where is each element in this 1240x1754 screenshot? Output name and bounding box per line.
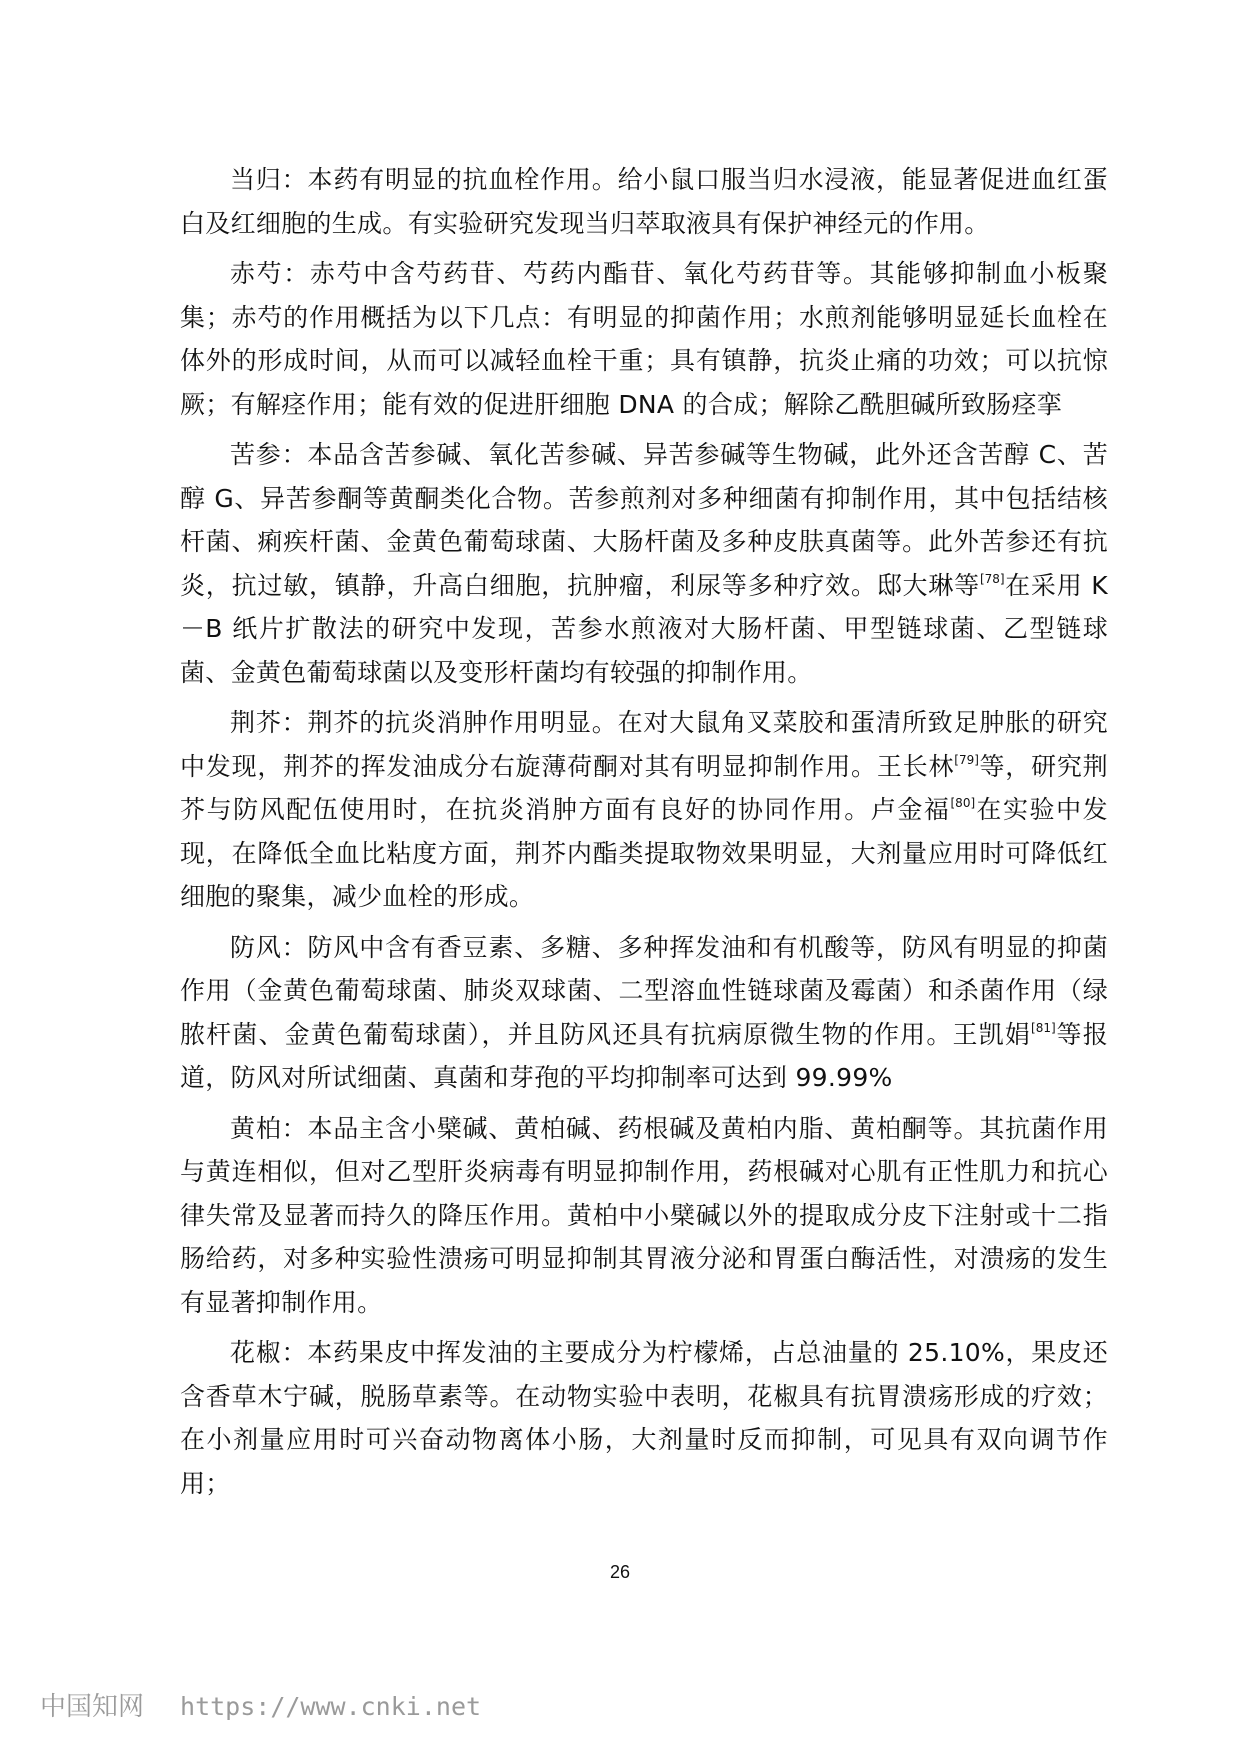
paragraph-text: 在实验中发现，在降低全血比粘度方面，荆芥内酯类提取物效果明显，大剂量应用时可降低红细胞的聚集，减少血栓的形成。 bbox=[180, 795, 1108, 911]
watermark-site-name: 中国知网 bbox=[40, 1692, 145, 1722]
paragraph-text: 等，研究荆芥与防风配伍使用时，在抗炎消肿方面有良好的协同作用。卢金福 bbox=[180, 751, 1108, 824]
paragraph-danggui bbox=[180, 158, 1108, 245]
paragraph-text: 当归：本药有明显的抗血栓作用。给小鼠口服当归水浸液，能显著促进血红蛋白及红细胞的生成。有实验研究发现当归萃取液具有保护神经元的作用。 bbox=[180, 165, 1108, 238]
paragraph-huajiao bbox=[180, 1331, 1108, 1505]
citation-ref: [79] bbox=[954, 752, 979, 767]
paragraph-jingjie bbox=[180, 701, 1108, 919]
cnki-watermark bbox=[40, 1686, 481, 1723]
paragraph-text: 防风：防风中含有香豆素、多糖、多种挥发油和有机酸等，防风有明显的抑菌作用（金黄色葡萄球菌、肺炎双球菌、二型溶血性链球菌及霉菌）和杀菌作用（绿脓杆菌、金黄色葡萄球菌），并且防风还具有抗病原微生物的作用。王凯娟 bbox=[180, 932, 1108, 1049]
paragraph-text: 赤芍：赤芍中含芍药苷、芍药内酯苷、氧化芍药苷等。其能够抑制血小板聚集；赤芍的作用概括为以下几点：有明显的抑菌作用；水煎剂能够明显延长血栓在体外的形成时间，从而可以减轻血栓干重；具有镇静，抗炎止痛的功效；可以抗惊厥；有解痉作用；能有效的促进肝细胞 DNA 的合成；解除乙酰胆碱所致肠痉挛 bbox=[180, 259, 1108, 419]
document-body bbox=[180, 158, 1108, 1512]
citation-ref: [81] bbox=[1031, 1020, 1056, 1035]
watermark-url: https://www.cnki.net bbox=[180, 1692, 482, 1721]
citation-ref: [78] bbox=[979, 571, 1005, 586]
paragraph-text: 花椒：本药果皮中挥发油的主要成分为柠檬烯，占总油量的 25.10%，果皮还含香草木宁碱，脱肠草素等。在动物实验中表明，花椒具有抗胃溃疡形成的疗效；在小剂量应用时可兴奋动物离体小肠，大剂量时反而抑制，可见具有双向调节作用； bbox=[180, 1338, 1108, 1498]
paragraph-text: 黄柏：本品主含小檗碱、黄柏碱、药根碱及黄柏内脂、黄柏酮等。其抗菌作用与黄连相似，但对乙型肝炎病毒有明显抑制作用，药根碱对心肌有正性肌力和抗心律失常及显著而持久的降压作用。黄柏中小檗碱以外的提取成分皮下注射或十二指肠给药，对多种实验性溃疡可明显抑制其胃液分泌和胃蛋白酶活性，对溃疡的发生有显著抑制作用。 bbox=[180, 1113, 1108, 1317]
paragraph-huangbai bbox=[180, 1107, 1108, 1325]
paragraph-kushen bbox=[180, 433, 1108, 694]
paragraph-text: 荆芥：荆芥的抗炎消肿作用明显。在对大鼠角叉菜胶和蛋清所致足肿胀的研究中发现，荆芥的挥发油成分右旋薄荷酮对其有明显抑制作用。王长林 bbox=[180, 708, 1108, 781]
page-number: 26 bbox=[609, 1562, 631, 1582]
paragraph-text: 等报道，防风对所试细菌、真菌和芽孢的平均抑制率可达到 99.99% bbox=[180, 1019, 1108, 1092]
paragraph-chishao bbox=[180, 252, 1108, 426]
paragraph-text: 在采用 K－B 纸片扩散法的研究中发现，苦参水煎液对大肠杆菌、甲型链球菌、乙型链球菌、金黄色葡萄球菌以及变形杆菌均有较强的抑制作用。 bbox=[180, 570, 1108, 687]
paragraph-text: 苦参：本品含苦参碱、氧化苦参碱、异苦参碱等生物碱，此外还含苦醇 C、苦醇 G、异苦参酮等黄酮类化合物。苦参煎剂对多种细菌有抑制作用，其中包括结核杆菌、痢疾杆菌、金黄色葡萄球菌、大肠杆菌及多种皮肤真菌等。此外苦参还有抗炎，抗过敏，镇静，升高白细胞，抗肿瘤，利尿等多种疗效。邸大琳等 bbox=[180, 440, 1108, 600]
citation-ref: [80] bbox=[950, 796, 976, 810]
paragraph-fangfeng bbox=[180, 926, 1108, 1100]
